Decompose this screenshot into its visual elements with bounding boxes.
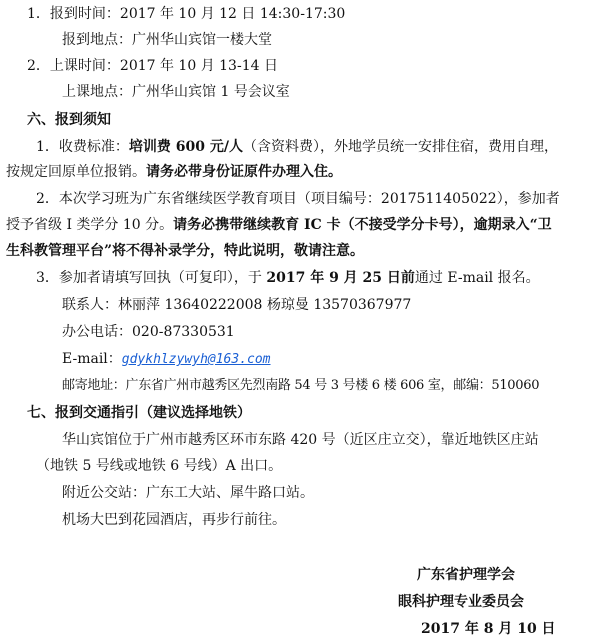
credit-note: 授予省级 I 类学分 10 分。 (6, 217, 174, 233)
email-link[interactable]: gdykhlzywyh@163.com (121, 352, 271, 367)
registration-suffix: 通过 E-mail 报名。 (414, 270, 540, 286)
bus-stations: 附近公交站：广东工大站、犀牛路口站。 (62, 485, 314, 501)
project-line-3: 生科教管理平台”将不得补录学分，特此说明，敬请注意。 (6, 243, 365, 259)
fee-line-2 (6, 163, 342, 181)
airport-bus: 机场大巴到花园酒店，再步行前往。 (62, 512, 286, 528)
project-line-2 (6, 216, 552, 234)
contact-persons: 联系人：林丽萍 13640222008 杨琼曼 13570367977 (62, 297, 412, 313)
project-line-1: 2．本次学习班为广东省继续医学教育项目（项目编号：2017511405022），参加者 (36, 191, 560, 207)
fee-amount: 培训费 600 元/人 (128, 139, 244, 155)
class-time: 2．上课时间：2017 年 10 月 13-14 日 (27, 58, 278, 74)
checkin-time: 1．报到时间：2017 年 10 月 12 日 14:30-17:30 (27, 6, 346, 22)
registration-line (36, 269, 540, 287)
email-line (62, 350, 271, 368)
reimburse-note: 按规定回原单位报销。 (6, 164, 146, 180)
fee-line (36, 138, 558, 156)
fee-prefix: 1．收费标准： (36, 139, 129, 155)
email-label: E-mail： (62, 351, 122, 367)
ic-card-note: 请务必携带继续教育 IC 卡（不接受学分卡号），逾期录入“卫 (173, 217, 552, 233)
signature-committee: 眼科护理专业委员会 (398, 594, 524, 610)
checkin-place: 报到地点：广州华山宾馆一楼大堂 (62, 32, 272, 48)
signature-org: 广东省护理学会 (417, 567, 515, 583)
transport-line-2: （地铁 5 号线或地铁 6 号线）A 出口。 (36, 458, 283, 474)
office-phone: 办公电话：020-87330531 (62, 324, 235, 340)
id-card-note: 请务必带身份证原件办理入住。 (146, 164, 342, 180)
section-heading-notice: 六、报到须知 (27, 112, 111, 128)
class-place: 上课地点：广州华山宾馆 1 号会议室 (62, 84, 290, 100)
fee-detail: （含资料费），外地学员统一安排住宿，费用自理， (243, 139, 559, 155)
transport-line-1: 华山宾馆位于广州市越秀区环市东路 420 号（近区庄立交），靠近地铁区庄站 (62, 432, 539, 448)
signature-date: 2017 年 8 月 10 日 (421, 621, 556, 637)
section-heading-transport: 七、报到交通指引（建议选择地铁） (27, 405, 251, 421)
registration-prefix: 3．参加者请填写回执（可复印），于 (36, 270, 267, 286)
registration-deadline: 2017 年 9 月 25 日前 (266, 270, 415, 286)
mail-address: 邮寄地址：广东省广州市越秀区先烈南路 54 号 3 号楼 6 楼 606 室，邮编：510060 (62, 378, 540, 393)
